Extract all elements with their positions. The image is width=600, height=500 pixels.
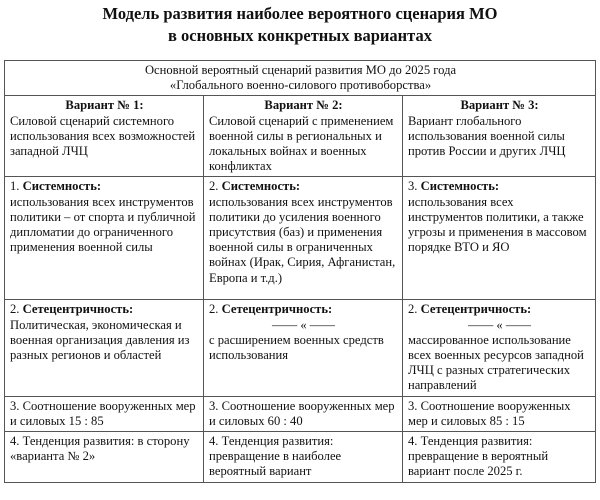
cell-number: 3. bbox=[209, 398, 219, 413]
document-title bbox=[0, 0, 600, 55]
cell-head: Системность: bbox=[22, 179, 102, 194]
cell-head: Сетецентричность: bbox=[221, 302, 333, 317]
ratio-row bbox=[5, 396, 596, 431]
cell-number: 3. bbox=[408, 179, 418, 194]
table-cell bbox=[403, 432, 596, 483]
cell-number: 3. bbox=[10, 398, 20, 413]
variant-1-header bbox=[5, 96, 204, 177]
table-cell bbox=[204, 177, 403, 300]
trend-row bbox=[5, 432, 596, 483]
cell-number: 4. bbox=[209, 434, 219, 449]
scenario-header-row bbox=[5, 61, 596, 96]
scenario-header-line-2: «Глобального военно-силового противоборства» bbox=[169, 78, 432, 93]
cell-number: 4. bbox=[408, 434, 418, 449]
variant-title: Вариант № 3: bbox=[460, 98, 539, 113]
title-line-1: Модель развития наиболее вероятного сценария МО bbox=[102, 4, 498, 23]
cell-body: с расширением военных средств использования bbox=[209, 332, 384, 363]
table-cell bbox=[204, 300, 403, 396]
cell-number: 2. bbox=[10, 302, 20, 317]
table-cell bbox=[5, 300, 204, 396]
cell-heading bbox=[209, 302, 398, 317]
variant-title: Вариант № 2: bbox=[264, 98, 343, 113]
systemness-row bbox=[5, 177, 596, 300]
ditto-mark: —— « —— bbox=[468, 317, 531, 332]
table-cell bbox=[403, 300, 596, 396]
cell-number: 2. bbox=[209, 302, 219, 317]
scenario-header-line-1: Основной вероятный сценарий развития МО до 2025 года bbox=[144, 63, 457, 77]
variant-description: Силовой сценарий системного использования всех возможностей западной ЛЧЦ bbox=[10, 113, 196, 159]
table-cell bbox=[5, 396, 204, 431]
table-cell bbox=[403, 177, 596, 300]
cell-head: Сетецентричность: bbox=[420, 302, 532, 317]
table-cell bbox=[204, 432, 403, 483]
cell-head: Системность: bbox=[420, 179, 500, 194]
scenario-table bbox=[4, 60, 596, 483]
cell-heading bbox=[408, 302, 591, 317]
scenario-header-cell bbox=[5, 61, 596, 96]
variant-description: Силовой сценарий с применением военной силы в региональных и локальных войнах и военных конфликтах bbox=[209, 113, 394, 174]
variant-3-header bbox=[403, 96, 596, 177]
table-cell bbox=[5, 432, 204, 483]
cell-body: Соотношение вооруженных мер и силовых 85 : 15 bbox=[408, 398, 571, 428]
variant-header-row bbox=[5, 96, 596, 177]
cell-body: Соотношение вооруженных мер и силовых 60 : 40 bbox=[209, 398, 395, 428]
cell-number: 1. bbox=[10, 179, 20, 194]
cell-body: использования всех инструментов политики, а также угрозы и применения в массовом порядке ВТО и ЯО bbox=[408, 194, 587, 255]
variant-title: Вариант № 1: bbox=[65, 98, 144, 113]
cell-body: использования всех инструментов политики – от спорта и публичной дипломатии до ограниченного применения военной силы bbox=[10, 194, 196, 255]
cell-heading bbox=[10, 179, 199, 194]
cell-body: массированное использование всех военных ресурсов западной ЛЧЦ с разных стратегических направлений bbox=[408, 332, 584, 393]
cell-number: 2. bbox=[408, 302, 418, 317]
cell-body: использования всех инструментов политики до усиления военного присутствия (баз) и применения военной силы в ограниченных войнах (Ирак, Сирия, Афганистан, Европа и т.д.) bbox=[209, 194, 396, 285]
cell-heading bbox=[209, 179, 398, 194]
variant-2-header bbox=[204, 96, 403, 177]
cell-number: 3. bbox=[408, 398, 418, 413]
cell-body: Тенденция развития: в сторону «варианта № 2» bbox=[10, 434, 190, 464]
table-cell bbox=[204, 396, 403, 431]
cell-head: Сетецентричность: bbox=[22, 302, 134, 317]
cell-number: 4. bbox=[10, 434, 20, 449]
network-centricity-row bbox=[5, 300, 596, 396]
cell-heading bbox=[10, 302, 199, 317]
cell-body: Тенденция развития: превращение в вероятный вариант после 2025 г. bbox=[408, 434, 549, 479]
cell-head: Системность: bbox=[221, 179, 301, 194]
title-line-2: в основных конкретных вариантах bbox=[168, 26, 432, 45]
cell-body: Тенденция развития: превращение в наиболее вероятный вариант bbox=[209, 434, 342, 479]
variant-description: Вариант глобального использования военной силы против России и других ЛЧЦ bbox=[408, 113, 566, 159]
table-cell bbox=[5, 177, 204, 300]
ditto-mark: —— « —— bbox=[272, 317, 335, 332]
cell-body: Политическая, экономическая и военная организация давления из разных регионов и областей bbox=[10, 317, 190, 363]
cell-body: Соотношение вооруженных мер и силовых 15 : 85 bbox=[10, 398, 196, 428]
table-cell bbox=[403, 396, 596, 431]
cell-heading bbox=[408, 179, 591, 194]
cell-number: 2. bbox=[209, 179, 219, 194]
